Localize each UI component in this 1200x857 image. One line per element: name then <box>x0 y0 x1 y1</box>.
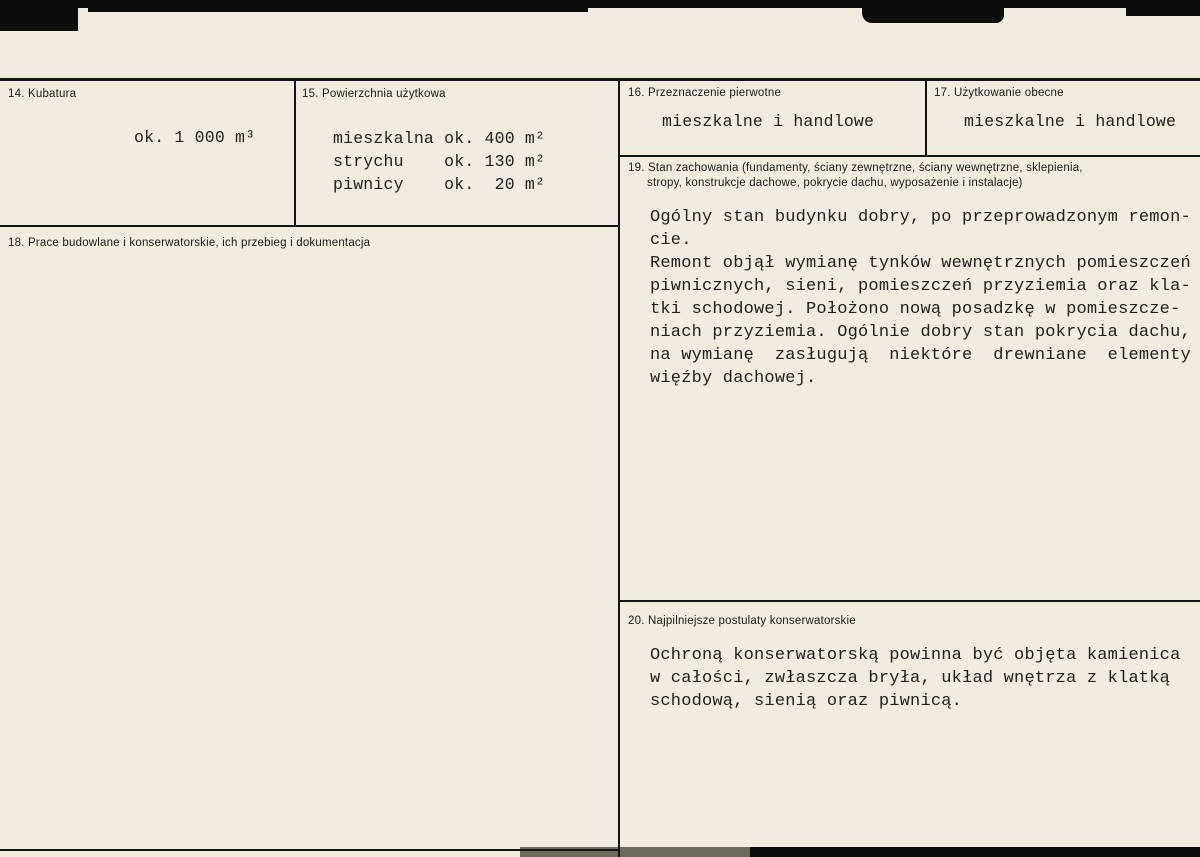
field-17-label: 17. Użytkowanie obecne <box>934 87 1064 99</box>
field-20-text-line: Ochroną konserwatorską powinna być objęta kamienica <box>650 646 1181 665</box>
field-19-text-line: Remont objął wymianę tynków wewnętrznych pomieszczeń <box>650 254 1191 273</box>
field-16-label: 16. Przeznaczenie pierwotne <box>628 87 782 99</box>
field-19-text-line: cie. <box>650 231 692 250</box>
field-14-label: 14. Kubatura <box>8 88 77 100</box>
field-19-text-line: piwnicznych, sieni, pomieszczeń przyziemia oraz kla- <box>650 277 1191 296</box>
rule-center-vertical <box>618 78 620 857</box>
field-19-text-line: na wymianę zasługują niektóre drewniane elementy <box>650 346 1191 365</box>
field-19-text-line: Ogólny stan budynku dobry, po przeprowadzonym remon- <box>650 208 1191 227</box>
scan-artifact-top-strip-2 <box>88 0 588 12</box>
field-19-label-line2: stropy, konstrukcje dachowe, pokrycie dachu, wyposażenie i instalacje) <box>647 177 1023 189</box>
field-20-label: 20. Najpilniejsze postulaty konserwatorskie <box>628 615 856 627</box>
scan-artifact-top-right <box>1126 0 1200 16</box>
rule-left-bottom <box>0 849 618 851</box>
rule-below-19 <box>618 600 1200 602</box>
field-15-value-line: piwnicy ok. 20 m² <box>333 175 546 194</box>
rule-14-15-divider <box>294 78 296 227</box>
field-19-text-line: niach przyziemia. Ogólnie dobry stan pokrycia dachu, <box>650 323 1191 342</box>
rule-below-14-15 <box>0 225 618 227</box>
field-15-value-line: strychu ok. 130 m² <box>333 152 546 171</box>
rule-below-16-17 <box>618 155 1200 157</box>
field-19-text-line: więźby dachowej. <box>650 369 817 388</box>
field-19-text-line: tki schodowej. Położono nową posadzkę w pomieszcze- <box>650 300 1181 319</box>
field-20-text-line: w całości, zwłaszcza bryła, układ wnętrza z klatką <box>650 669 1171 688</box>
rule-16-17-divider <box>925 78 927 157</box>
field-17-value: mieszkalne i handlowe <box>964 112 1177 131</box>
field-14-value: ok. 1 000 m³ <box>134 128 256 147</box>
field-15-label: 15. Powierzchnia użytkowa <box>302 88 446 100</box>
scan-artifact-top-smudge <box>862 0 1004 23</box>
field-16-value: mieszkalne i handlowe <box>662 112 875 131</box>
rule-top <box>0 78 1200 81</box>
field-18-label: 18. Prace budowlane i konserwatorskie, ich przebieg i dokumentacja <box>8 237 371 249</box>
field-15-value-line: mieszkalna ok. 400 m² <box>333 129 546 148</box>
field-19-label-line1: 19. Stan zachowania (fundamenty, ściany zewnętrzne, ściany wewnętrzne, sklepienia, <box>628 162 1083 174</box>
field-20-text-line: schodową, sienią oraz piwnicą. <box>650 692 963 711</box>
